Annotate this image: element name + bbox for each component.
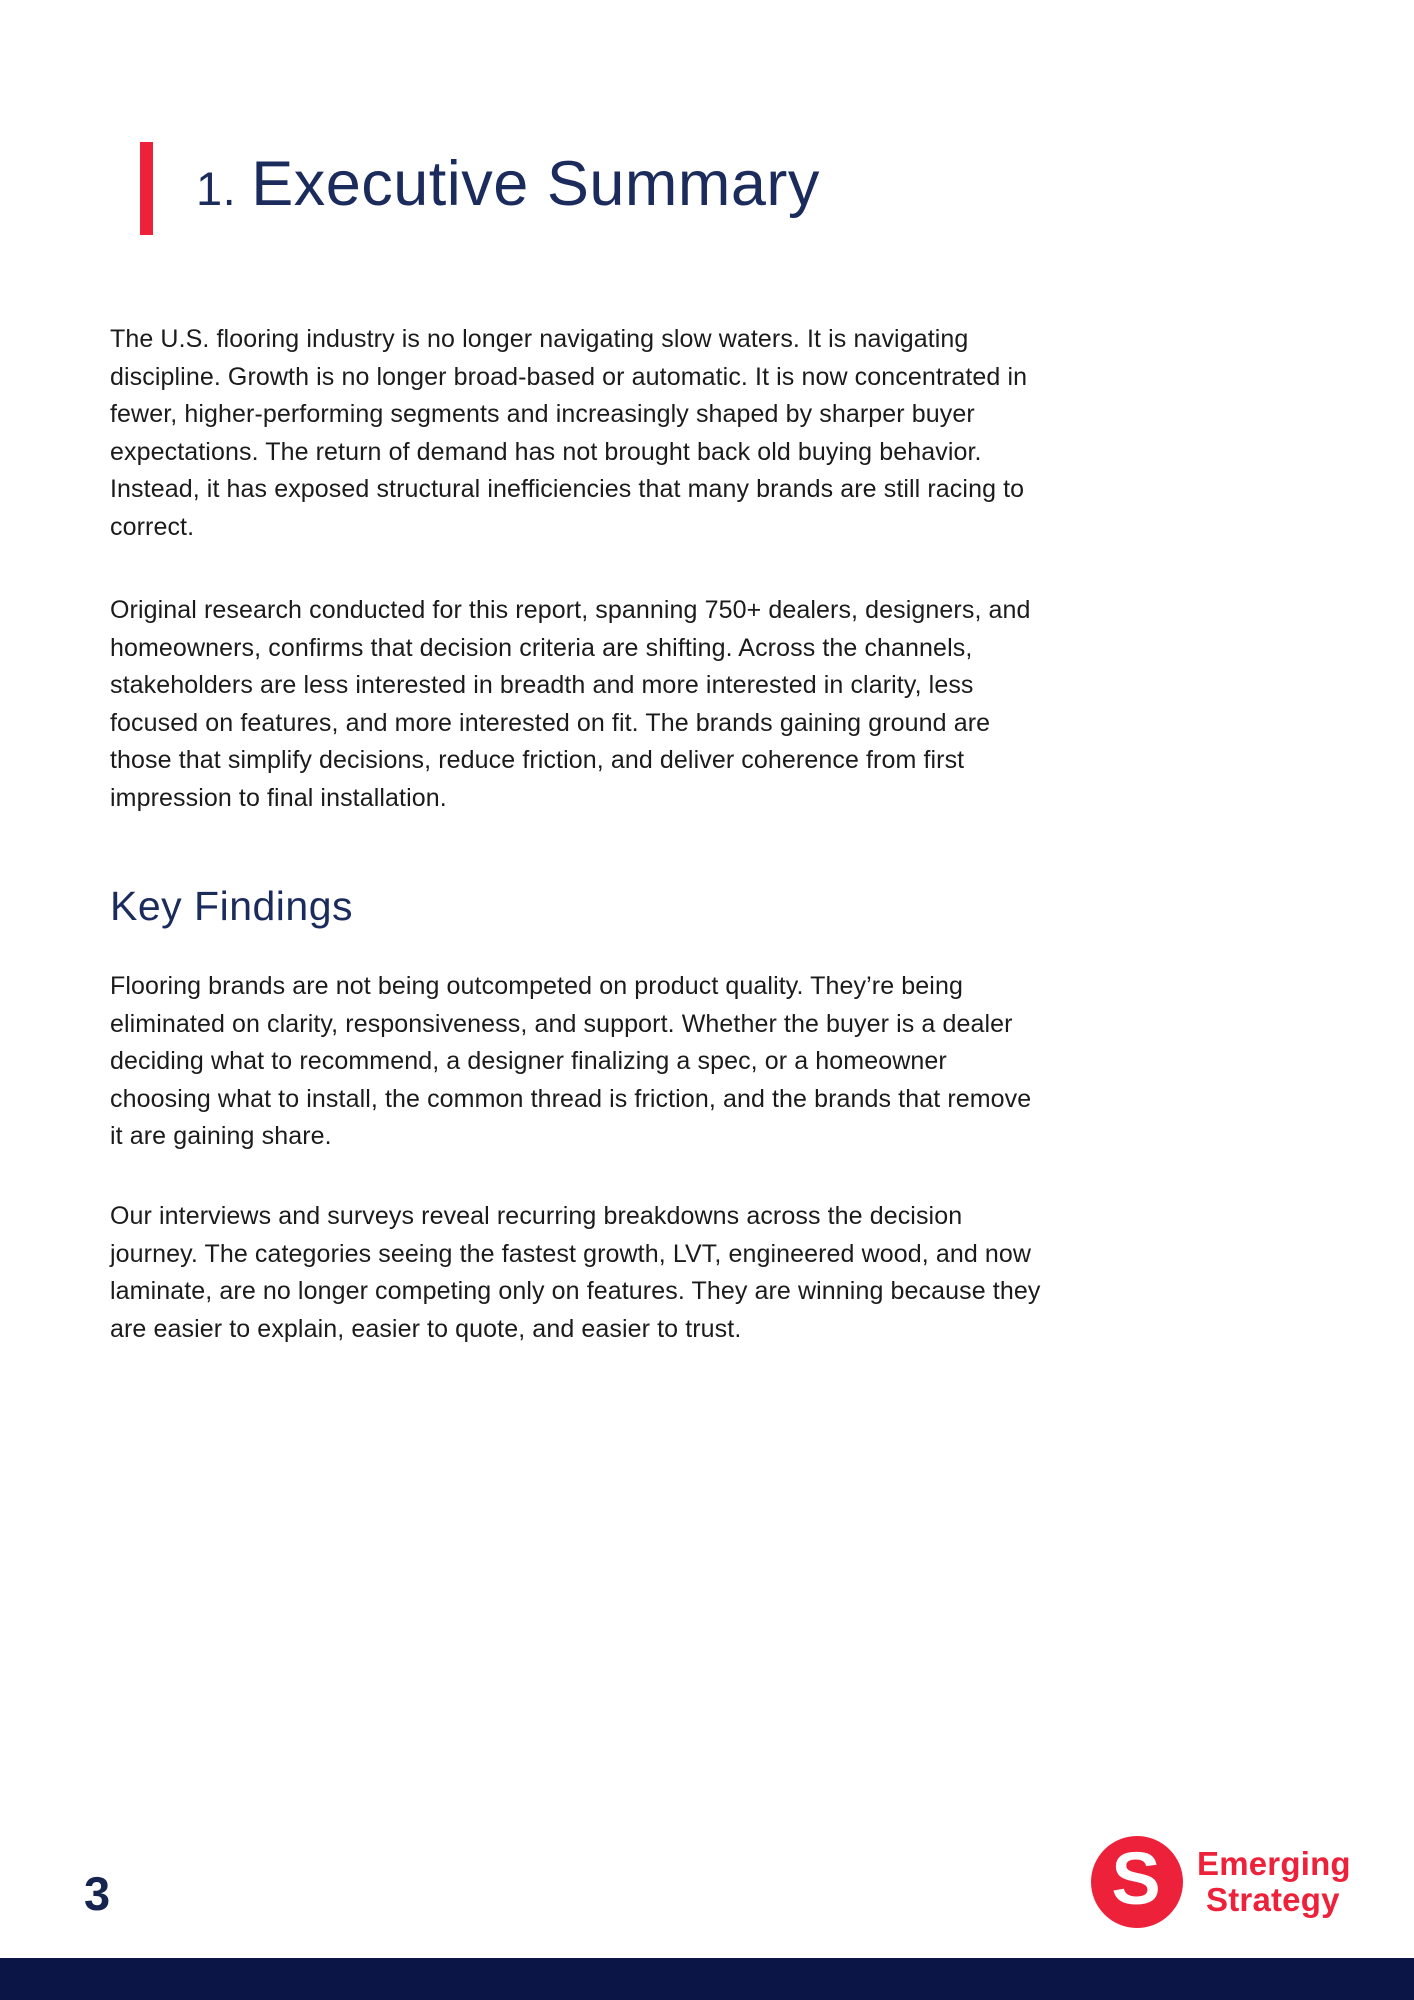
section-number: 1. xyxy=(196,162,237,215)
logo-circle-icon xyxy=(1091,1836,1183,1928)
section-title: Executive Summary xyxy=(251,149,820,219)
body-paragraph-1: The U.S. flooring industry is no longer navigating slow waters. It is navigating discipline. Growth is no longer broad-based or automatic. It is now concentrated in fewer, higher-performing segments and increasingly shaped by sharper buyer expectations. The return of demand has not brought back old buying behavior. Instead, it has exposed structural inefficiencies that many brands are still racing to correct. xyxy=(110,325,1028,541)
logo-wordmark-line-2: Strategy xyxy=(1206,1881,1340,1918)
body-paragraph-3: Flooring brands are not being outcompeted on product quality. They’re being eliminated on clarity, responsiveness, and support. Whether the buyer is a dealer deciding what to recommend, a designer finalizing a spec, or a homeowner choosing what to install, the common thread is friction, and the brands that remove it are gaining share. xyxy=(110,972,1032,1150)
title-accent-bar xyxy=(140,142,153,235)
page-number: 3 xyxy=(84,1867,111,1920)
body-paragraph-4: Our interviews and surveys reveal recurring breakdowns across the decision journey. The categories seeing the fastest growth, LVT, engineered wood, and now laminate, are no longer competing only on features. They are winning because they are easier to explain, easier to quote, and easier to trust. xyxy=(110,1202,1041,1343)
logo-wordmark xyxy=(1197,1846,1351,1918)
page-title xyxy=(196,148,820,220)
logo-wordmark-line-1: Emerging xyxy=(1197,1845,1351,1882)
emerging-strategy-logo xyxy=(1091,1836,1351,1928)
body-paragraph-2: Original research conducted for this report, spanning 750+ dealers, designers, and homeowners, confirms that decision criteria are shifting. Across the channels, stakeholders are less interested in breadth and more interested in clarity, less focused on features, and more interested on fit. The brands gaining ground are those that simplify decisions, reduce friction, and deliver coherence from first impression to final installation. xyxy=(110,596,1031,812)
key-findings-subheading: Key Findings xyxy=(110,883,354,930)
logo-s-icon: S xyxy=(1111,1837,1161,1921)
footer-bar xyxy=(0,1958,1414,2000)
